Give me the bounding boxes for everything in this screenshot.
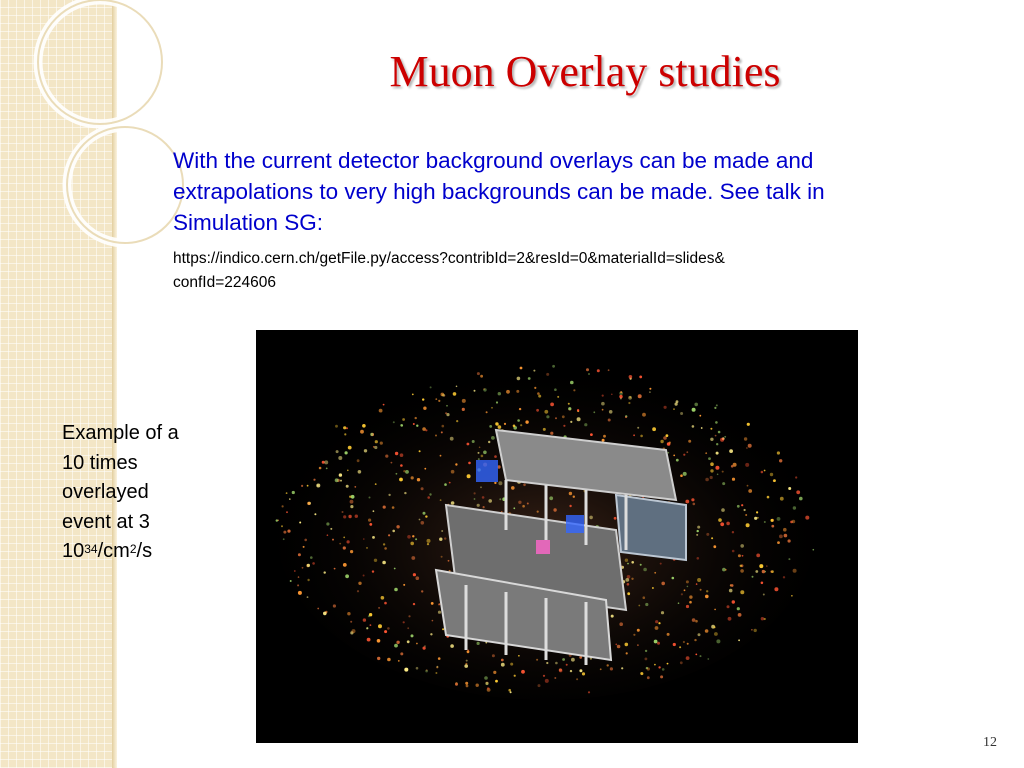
event-display-image: [256, 330, 858, 743]
caption-line-3: overlayed: [62, 481, 149, 503]
caption-line-2: 10 times: [62, 451, 138, 474]
caption-unit-1: /cm: [97, 540, 130, 562]
caption-line-1: Example of a: [62, 422, 179, 444]
slide-title: Muon Overlay studies: [389, 47, 781, 96]
decorative-circles: [0, 0, 200, 260]
caption-line-5: [62, 537, 232, 567]
caption-exponent-2: 2: [129, 542, 137, 556]
caption-exponent-1: 34: [84, 542, 98, 556]
caption-unit-2: /s: [136, 540, 153, 562]
image-caption: [62, 419, 232, 567]
body-text: With the current detector background overlays can be made and extrapolations to very high backgrounds can be made. See talk in Simulation SG:: [173, 148, 825, 235]
detector-event-graphic: [256, 330, 858, 743]
page-number: 12: [983, 735, 997, 750]
caption-line-4: event at 3: [62, 510, 150, 533]
caption-base: 10: [62, 540, 85, 562]
reference-link[interactable]: https://indico.cern.ch/getFile.py/access?contribId=2&resId=0&materialId=slides& confId=224606: [173, 250, 725, 291]
